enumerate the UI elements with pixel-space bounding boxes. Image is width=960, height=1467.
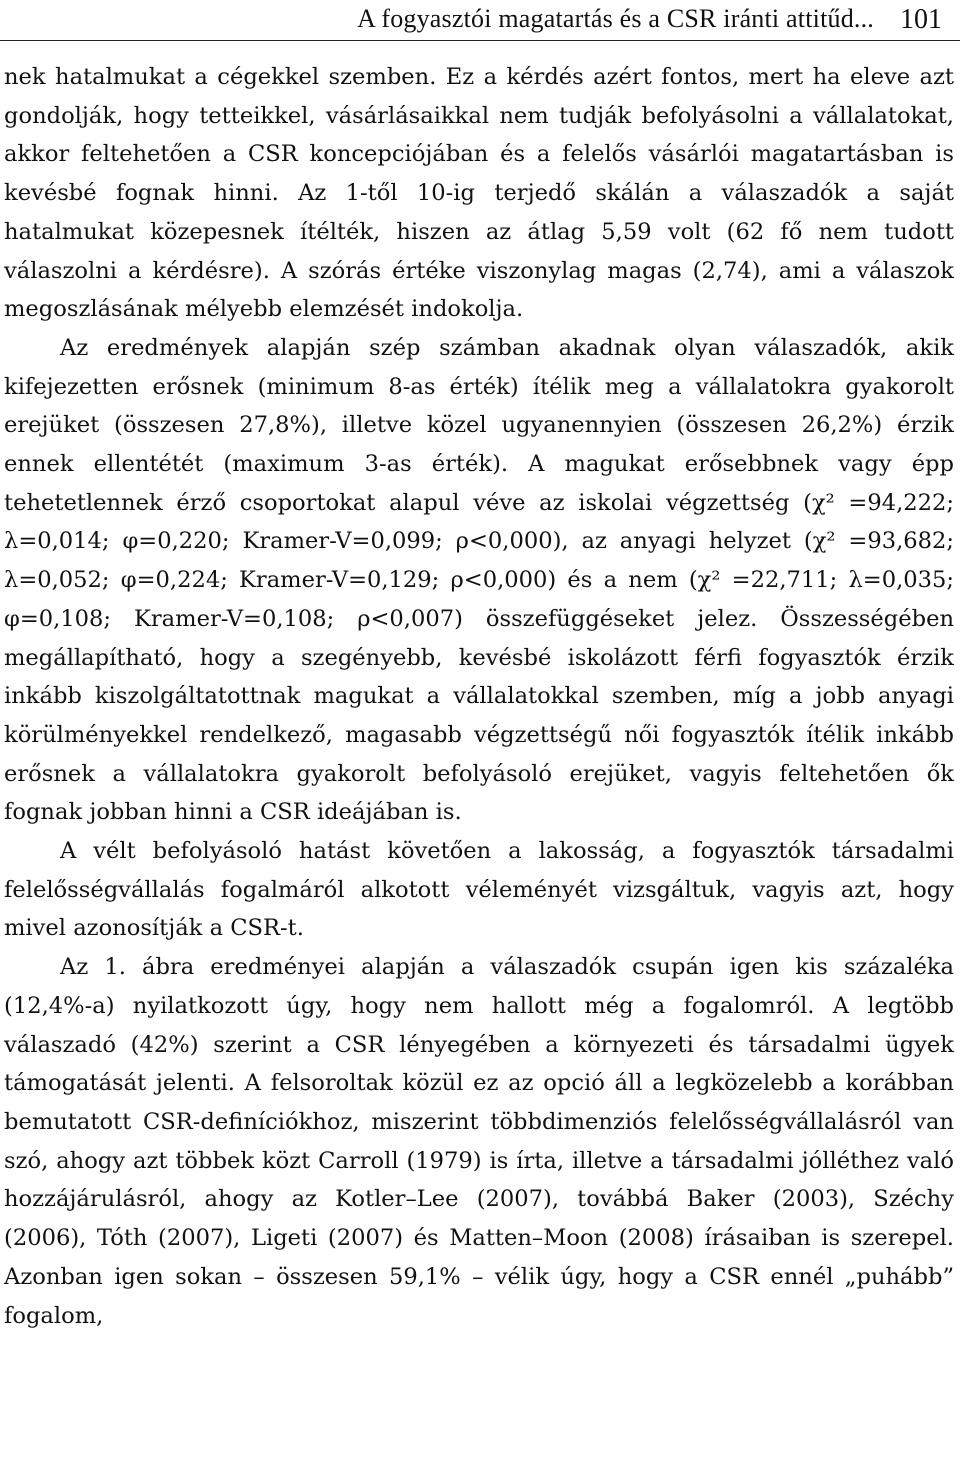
running-header-title: A fogyasztói magatartás és a CSR iránti attitűd... [357, 4, 874, 33]
paragraph-3: A vélt befolyásoló hatást követően a lakosság, a fogyasztók társadalmi felelősségvállalás fogalmáról alkotott véleményét vizsgáltuk, vagyis azt, hogy mivel azonosítják a CSR-t. [4, 838, 954, 942]
paragraph-4: Az 1. ábra eredményei alapján a válaszadók csupán igen kis százaléka (12,4%-a) nyilatkozott úgy, hogy nem hallott még a fogalomról. A legtöbb válaszadó (42%) szerint a CSR lényegében a környezeti és társadalmi ügyek támogatását jelenti. A felsoroltak közül ez az opció áll a legközelebb a korábban bemutatott CSR-definíciókhoz, miszerint többdimenziós felelősségvállalásról van szó, ahogy azt többek közt Carroll (1979) is írta, illetve a társadalmi jólléthez való hozzájárulásról, ahogy az Kotler–Lee (2007), továbbá Baker (2003), Széchy (2006), Tóth (2007), Ligeti (2007) és Matten–Moon (2008) írásaiban is szerepel. Azonban igen sokan – összesen 59,1% – vélik úgy, hogy a CSR ennél „puhább” fogalom, [4, 954, 954, 1329]
body-text [4, 58, 954, 1335]
running-header [0, 0, 960, 41]
page-number: 101 [900, 4, 942, 35]
paragraph-1: nek hatalmukat a cégekkel szemben. Ez a kérdés azért fontos, mert ha eleve azt gondolják, hogy tetteikkel, vásárlásaikkal nem tudják befolyásolni a vállalatokat, akkor feltehetően a CSR koncepciójában és a felelős vásárlói magatartásban is kevésbé fognak hinni. Az 1-től 10-ig terjedő skálán a válaszadók a saját hatalmukat közepesnek ítélték, hiszen az átlag 5,59 volt (62 fő nem tudott válaszolni a kérdésre). A szórás értéke viszonylag magas (2,74), ami a válaszok megoszlásának mélyebb elemzését indokolja. [4, 64, 954, 323]
paragraph-2: Az eredmények alapján szép számban akadnak olyan válaszadók, akik kifejezetten erősnek (minimum 8-as érték) ítélik meg a vállalatokra gyakorolt erejüket (összesen 27,8%), illetve közel ugyanennyien (összesen 26,2%) érzik ennek ellentétét (maximum 3-as érték). A magukat erősebbnek vagy épp tehetetlennek érző csoportokat alapul véve az iskolai végzettség (χ² =94,222; λ=0,014; φ=0,220; Kramer-V=0,099; ρ<0,000), az anyagi helyzet (χ² =93,682; λ=0,052; φ=0,224; Kramer-V=0,129; ρ<0,000) és a nem (χ² =22,711; λ=0,035; φ=0,108; Kramer-V=0,108; ρ<0,007) összefüggéseket jelez. Összességében megállapítható, hogy a szegényebb, kevésbé iskolázott férfi fogyasztók érzik inkább kiszolgáltatottnak magukat a vállalatokkal szemben, míg a jobb anyagi körülményekkel rendelkező, magasabb végzettségű női fogyasztók ítélik inkább erősnek a vállalatokra gyakorolt befolyásoló erejüket, vagyis feltehetően ők fognak jobban hinni a CSR ideájában is. [4, 334, 954, 826]
